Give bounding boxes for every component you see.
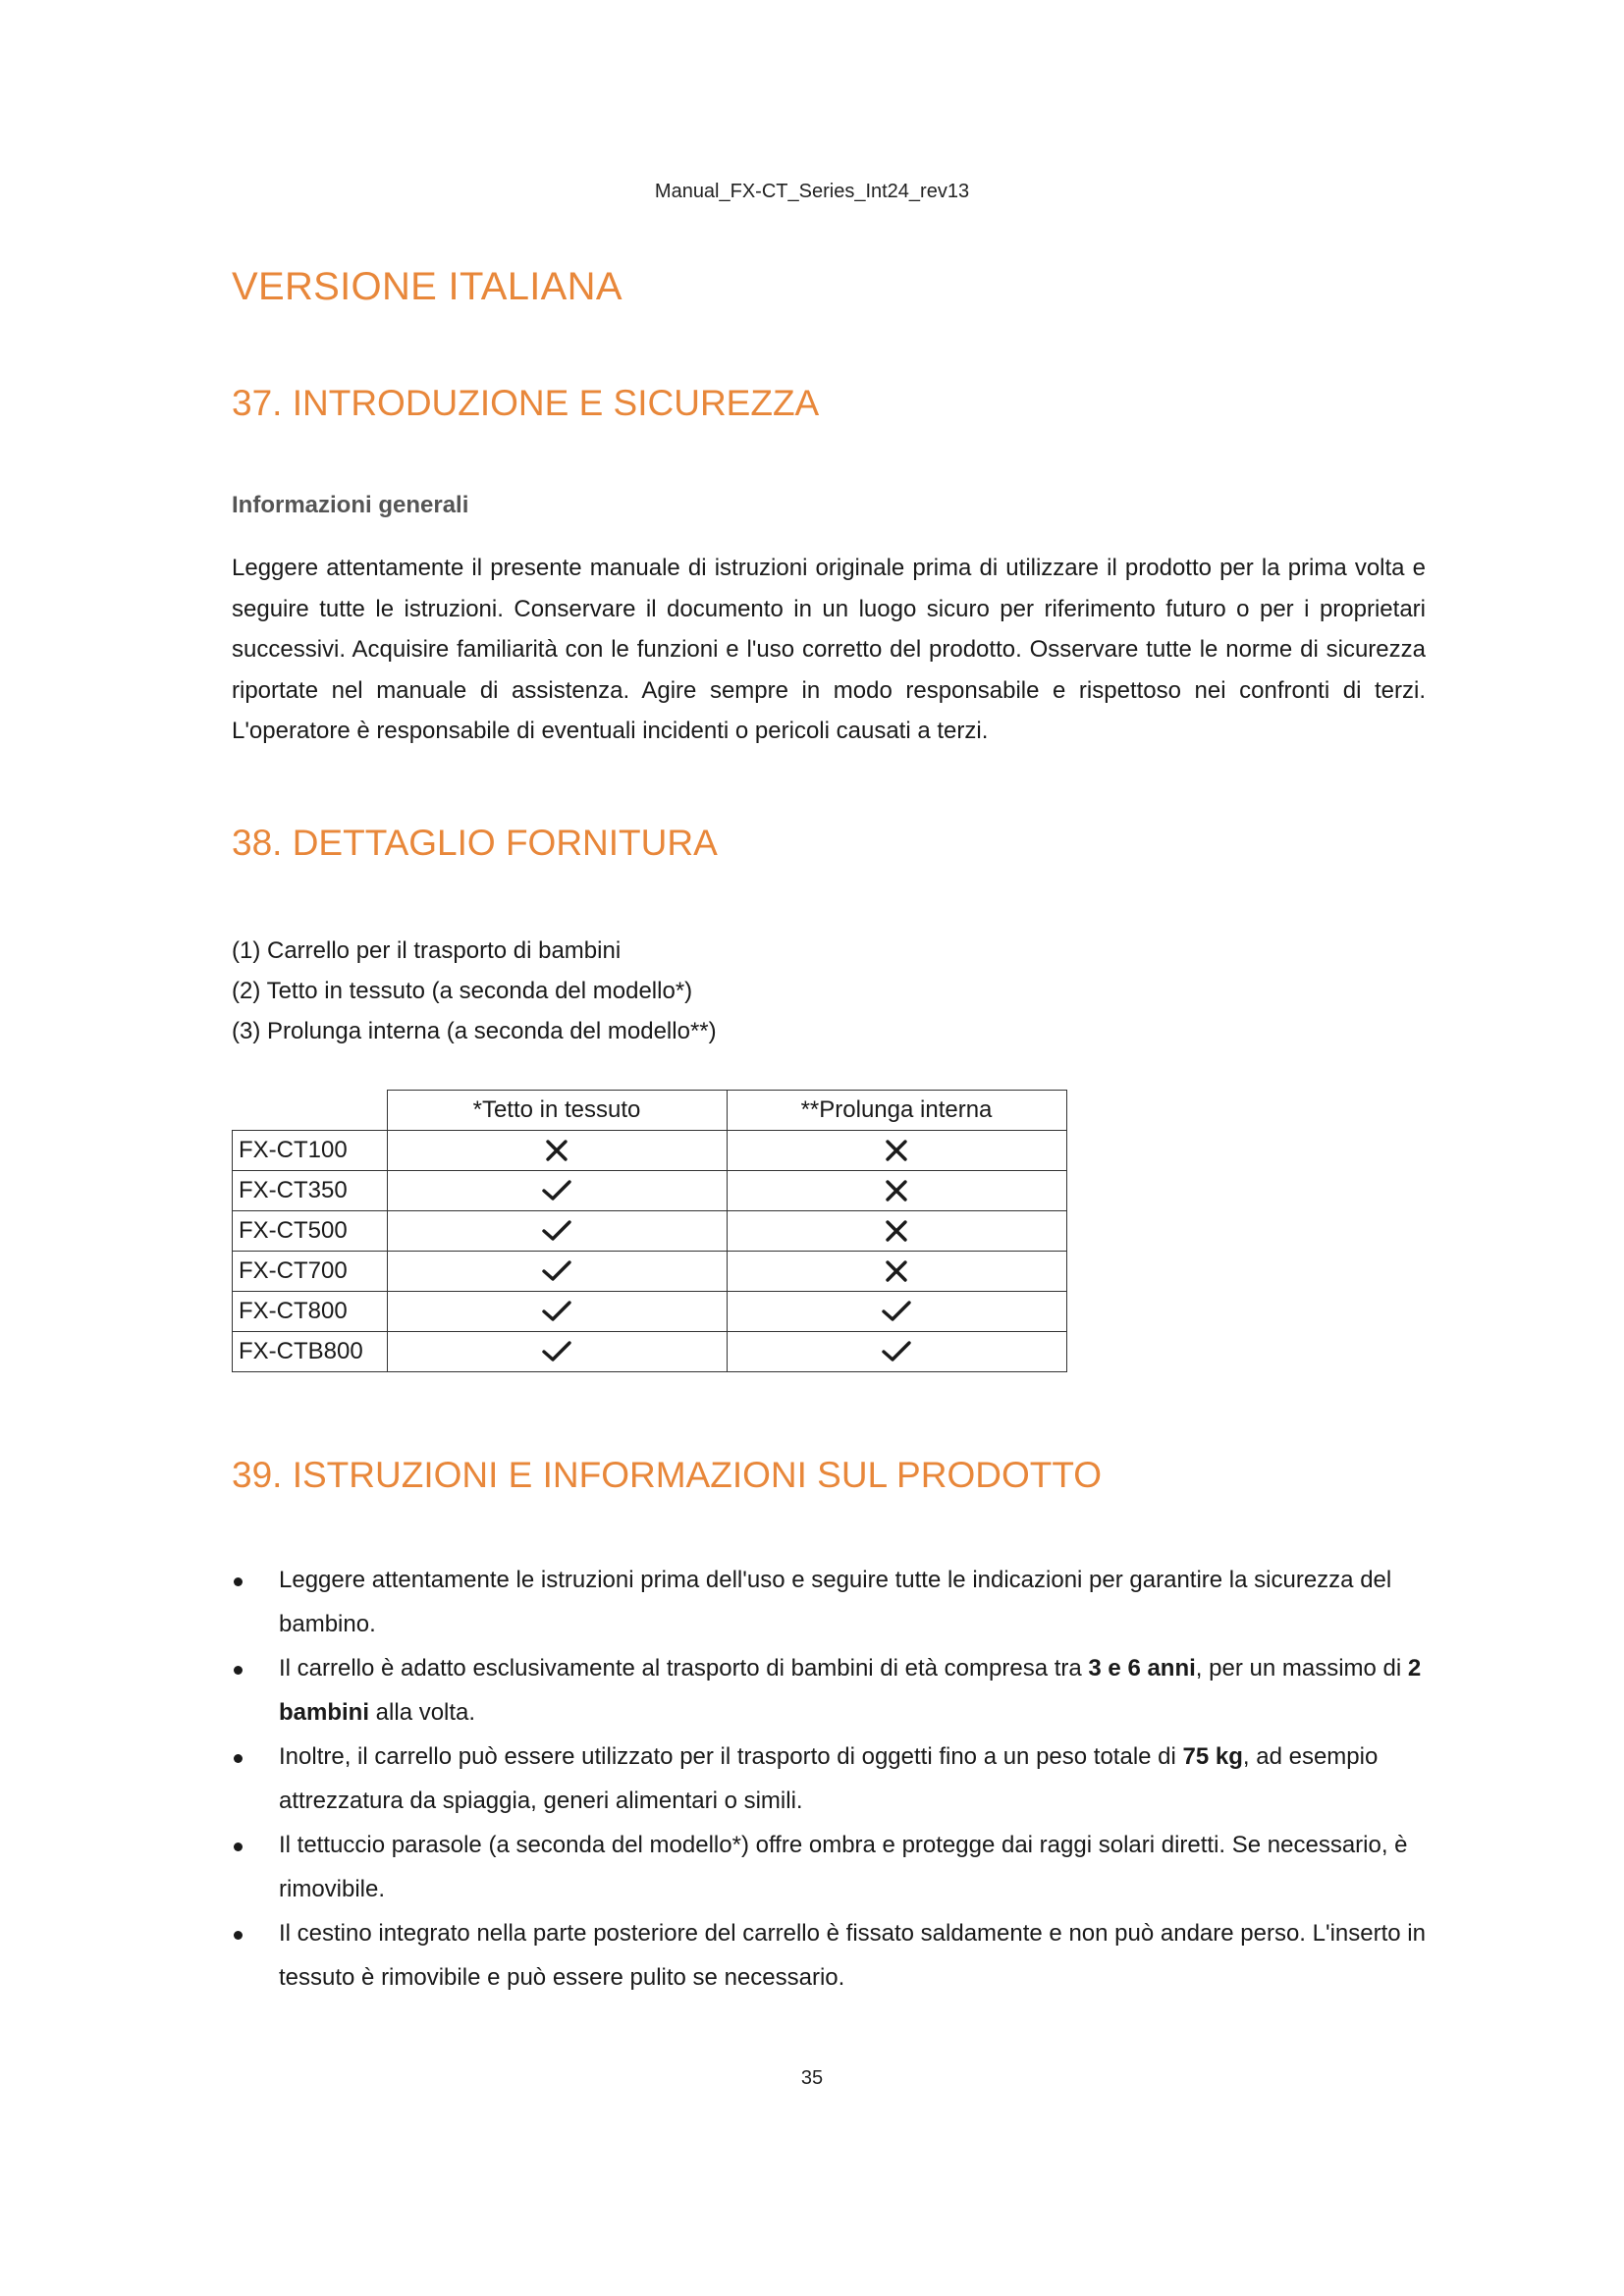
list-item-text: alla volta. xyxy=(369,1698,476,1726)
tetto-availability-cell xyxy=(387,1332,727,1372)
model-name-cell: FX-CT800 xyxy=(233,1292,388,1332)
tetto-availability-cell xyxy=(387,1252,727,1292)
bullet-icon xyxy=(234,1754,243,1763)
table-row xyxy=(233,1211,1067,1252)
model-table-body xyxy=(233,1131,1067,1372)
general-info-subheading: Informazioni generali xyxy=(232,492,469,518)
table-corner-cell xyxy=(233,1091,388,1131)
table-row xyxy=(233,1131,1067,1171)
check-icon xyxy=(394,1339,721,1364)
check-icon xyxy=(394,1178,721,1203)
table-row xyxy=(233,1332,1067,1372)
list-item xyxy=(232,1559,1426,1646)
model-name-cell: FX-CT350 xyxy=(233,1171,388,1211)
tetto-availability-cell xyxy=(387,1211,727,1252)
tetto-availability-cell xyxy=(387,1131,727,1171)
prolunga-availability-cell xyxy=(727,1292,1066,1332)
check-icon xyxy=(394,1258,721,1284)
list-item-text: Il tettuccio parasole (a seconda del modello*) offre ombra e protegge dai raggi solari diretti. Se necessario, è rimovibile. xyxy=(279,1832,1408,1902)
list-item xyxy=(232,1824,1426,1911)
cross-icon xyxy=(733,1178,1060,1203)
prolunga-availability-cell xyxy=(727,1211,1066,1252)
prolunga-availability-cell xyxy=(727,1131,1066,1171)
table-row xyxy=(233,1292,1067,1332)
column-header-tetto: *Tetto in tessuto xyxy=(387,1091,727,1131)
cross-icon xyxy=(733,1258,1060,1284)
list-item-text: Leggere attentamente le istruzioni prima dell'uso e seguire tutte le indicazioni per garantire la sicurezza del bambino. xyxy=(279,1567,1392,1637)
check-icon xyxy=(733,1299,1060,1324)
list-item-text: , per un massimo di xyxy=(1195,1655,1408,1682)
emphasis-text: 75 kg xyxy=(1182,1743,1243,1770)
general-info-paragraph: Leggere attentamente il presente manuale di istruzioni originale prima di utilizzare il prodotto per la prima volta e seguire tutte le istruzioni. Conservare il documento in un luogo sicuro per riferimento futuro o per i proprietari successivi. Acquisire familiarità con le funzioni e l'uso corretto del prodotto. Osservare tutte le norme di sicurezza riportate nel manuale di assistenza. Agire sempre in modo responsabile e rispettoso nei confronti di terzi. L'operatore è responsabile di eventuali incidenti o pericoli causati a terzi. xyxy=(232,555,1426,744)
emphasis-text: 2 bambini xyxy=(279,1655,1422,1726)
emphasis-text: 3 e 6 anni xyxy=(1088,1655,1196,1682)
table-row xyxy=(233,1252,1067,1292)
page-header: Manual_FX-CT_Series_Int24_rev13 xyxy=(654,181,970,202)
cross-icon xyxy=(733,1138,1060,1163)
supply-item: (3) Prolunga interna (a seconda del modello**) xyxy=(232,1018,717,1044)
list-item xyxy=(232,1735,1426,1823)
section-37-title: 37. INTRODUZIONE E SICUREZZA xyxy=(232,383,820,423)
supply-item: (1) Carrello per il trasporto di bambini xyxy=(232,937,622,964)
list-item xyxy=(232,1912,1426,2000)
list-item-text: Il carrello è adatto esclusivamente al trasporto di bambini di età compresa tra xyxy=(279,1655,1089,1682)
prolunga-availability-cell xyxy=(727,1171,1066,1211)
section-38-title: 38. DETTAGLIO FORNITURA xyxy=(232,823,718,863)
model-name-cell: FX-CT500 xyxy=(233,1211,388,1252)
table-header-row xyxy=(233,1091,1067,1131)
list-item xyxy=(232,1647,1426,1735)
model-feature-table xyxy=(232,1090,1067,1372)
bullet-icon xyxy=(234,1842,243,1851)
tetto-availability-cell xyxy=(387,1292,727,1332)
table-row xyxy=(233,1171,1067,1211)
language-title: VERSIONE ITALIANA xyxy=(232,265,623,308)
bullet-icon xyxy=(234,1666,243,1675)
cross-icon xyxy=(733,1218,1060,1244)
check-icon xyxy=(394,1299,721,1324)
list-item-text: , ad esempio attrezzatura da spiaggia, generi alimentari o simili. xyxy=(279,1743,1379,1814)
prolunga-availability-cell xyxy=(727,1332,1066,1372)
check-icon xyxy=(733,1339,1060,1364)
model-name-cell: FX-CTB800 xyxy=(233,1332,388,1372)
model-name-cell: FX-CT100 xyxy=(233,1131,388,1171)
check-icon xyxy=(394,1218,721,1244)
cross-icon xyxy=(394,1138,721,1163)
column-header-prolunga: **Prolunga interna xyxy=(727,1091,1066,1131)
section-39-title: 39. ISTRUZIONI E INFORMAZIONI SUL PRODOTTO xyxy=(232,1455,1103,1495)
product-info-list xyxy=(232,1559,1426,2001)
bullet-icon xyxy=(234,1931,243,1940)
page-number: 35 xyxy=(800,2067,824,2089)
bullet-icon xyxy=(234,1577,243,1586)
list-item-text: Il cestino integrato nella parte posteriore del carrello è fissato saldamente e non può andare perso. L'inserto in tessuto è rimovibile e può essere pulito se necessario. xyxy=(279,1920,1426,1991)
list-item-text: Inoltre, il carrello può essere utilizzato per il trasporto di oggetti fino a un peso totale di xyxy=(279,1743,1183,1770)
prolunga-availability-cell xyxy=(727,1252,1066,1292)
supply-item: (2) Tetto in tessuto (a seconda del modello*) xyxy=(232,978,693,1004)
supply-list xyxy=(232,931,717,1051)
model-name-cell: FX-CT700 xyxy=(233,1252,388,1292)
tetto-availability-cell xyxy=(387,1171,727,1211)
